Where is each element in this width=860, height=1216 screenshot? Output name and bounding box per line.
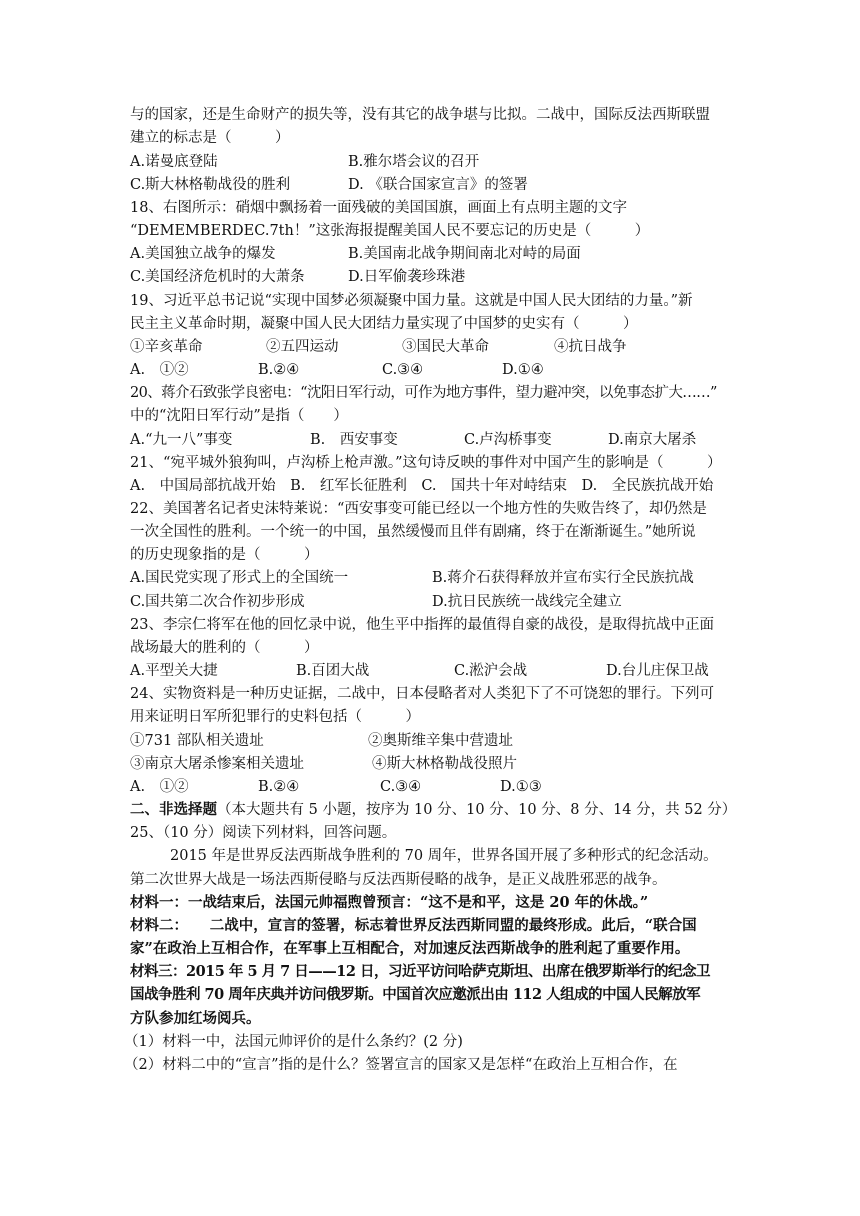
q18-option-c: C.美国经济危机时的大萧条 bbox=[130, 269, 305, 285]
q19-stem-line2: 民主主义革命时期，凝聚中国人民大团结力量实现了中国梦的史实有（ ） bbox=[130, 316, 638, 332]
q17-option-b: B.雅尔塔会议的召开 bbox=[348, 154, 480, 170]
q22-option-b: B.蒋介石获得释放并宣布实行全民族抗战 bbox=[432, 570, 694, 586]
q18-option-b: B.美国南北战争期间南北对峙的局面 bbox=[348, 246, 581, 262]
q19-option-d: D.①④ bbox=[502, 362, 544, 378]
q25-intro-line1: 2015 年是世界反法西斯战争胜利的 70 周年，世界各国开展了多种形式的纪念活动。 bbox=[170, 848, 718, 864]
q24-item-2: ②奥斯维辛集中营遗址 bbox=[368, 733, 513, 749]
q24-stem-line2: 用来证明日军所犯罪行的史料包括（ ） bbox=[130, 709, 420, 725]
material-one: 材料一：一战结束后，法国元帅福煦曾预言：“这不是和平，这是 20 年的休战。” bbox=[130, 894, 649, 911]
q25-heading: 25、（10 分）阅读下列材料，回答问题。 bbox=[130, 825, 397, 841]
q25-sub1: （1）材料一中，法国元帅评价的是什么条约？(2 分) bbox=[124, 1034, 463, 1050]
q24-option-c: C.③④ bbox=[380, 779, 422, 795]
q23-option-b: B.百团大战 bbox=[296, 663, 370, 679]
q24-option-b: B.②④ bbox=[258, 779, 300, 795]
q25-intro-line2: 第二次世界大战是一场法西斯侵略与反法西斯侵略的战争，是正义战胜邪恶的战争。 bbox=[130, 872, 667, 888]
material-three-line2: 国战争胜利 70 周年庆典并访问俄罗斯。中国首次应邀派出由 112 人组成的中国人民解放军 bbox=[130, 986, 701, 1003]
section-two-title: 二、非选择题 bbox=[130, 801, 217, 818]
q17-option-a: A.诺曼底登陆 bbox=[130, 154, 218, 170]
q20-stem-line1: 20、蒋介石致张学良密电：“沈阳日军行动，可作为地方事件，望力避冲突，以免事态扩大……” bbox=[130, 385, 717, 401]
q19-item-2: ②五四运动 bbox=[266, 339, 339, 355]
q23-option-c: C.淞沪会战 bbox=[454, 663, 528, 679]
q22-stem-line2: 一次全国性的胜利。一个统一的中国，虽然缓慢而且伴有剧痛，终于在渐渐诞生。”她所说 bbox=[130, 524, 696, 540]
q25-sub2: （2）材料二中的“宣言”指的是什么？签署宣言的国家又是怎样“在政治上互相合作，在 bbox=[124, 1057, 678, 1073]
q17-option-d: D. 《联合国家宣言》的签署 bbox=[348, 177, 528, 193]
q19-option-b: B.②④ bbox=[258, 362, 300, 378]
q24-stem-line1: 24、实物资料是一种历史证据，二战中，日本侵略者对人类犯下了不可饶恕的罪行。下列可 bbox=[130, 686, 714, 702]
q21-options: A. 中国局部抗战开始 B. 红军长征胜利 C. 国共十年对峙结束 D. 全民族抗战开始 bbox=[130, 478, 714, 494]
q17-option-c: C.斯大林格勒战役的胜利 bbox=[130, 177, 291, 193]
q22-option-a: A.国民党实现了形式上的全国统一 bbox=[130, 570, 349, 586]
q19-option-a: A. ①② bbox=[130, 362, 189, 378]
q24-item-3: ③南京大屠杀惨案相关遗址 bbox=[130, 756, 304, 772]
material-three-line1: 材料三：2015 年 5 月 7 日——12 日，习近平访问哈萨克斯坦、出席在俄罗斯举行的纪念卫 bbox=[130, 963, 710, 980]
q19-item-3: ③国民大革命 bbox=[402, 339, 489, 355]
material-two-line1: 材料二： 二战中，宣言的签署，标志着世界反法西斯同盟的最终形成。此后，“联合国 bbox=[130, 917, 697, 934]
q19-item-4: ④抗日战争 bbox=[554, 339, 627, 355]
q21-stem: 21、“宛平城外狼狗叫，卢沟桥上枪声激。”这句诗反映的事件对中国产生的影响是（ ） bbox=[130, 455, 722, 471]
material-two-line2: 家”在政治上互相合作，在军事上互相配合，对加速反法西斯战争的胜利起了重要作用。 bbox=[130, 940, 690, 957]
q22-option-d: D.抗日民族统一战线完全建立 bbox=[432, 594, 622, 610]
q18-option-d: D.日军偷袭珍珠港 bbox=[348, 269, 466, 285]
q18-option-a: A.美国独立战争的爆发 bbox=[130, 246, 276, 262]
q23-option-d: D.台儿庄保卫战 bbox=[606, 663, 709, 679]
q19-option-c: C.③④ bbox=[382, 362, 424, 378]
q24-option-d: D.①③ bbox=[500, 779, 542, 795]
q19-item-1: ①辛亥革命 bbox=[130, 339, 203, 355]
q22-stem-line1: 22、美国著名记者史沫特莱说：“西安事变可能已经以一个地方性的失败告终了，却仍然是 bbox=[130, 501, 707, 517]
q20-option-c: C.卢沟桥事变 bbox=[464, 432, 552, 448]
section-two-heading bbox=[130, 799, 736, 821]
q18-stem-line2: “DEMEMBERDEC.7th！”这张海报提醒美国人民不要忘记的历史是（ ） bbox=[130, 223, 650, 239]
q18-stem-line1: 18、右图所示：硝烟中飘扬着一面残破的美国国旗，画面上有点明主题的文字 bbox=[130, 200, 627, 216]
q20-stem-line2: 中的“沈阳日军行动”是指（ ） bbox=[130, 408, 348, 424]
q22-option-c: C.国共第二次合作初步形成 bbox=[130, 594, 305, 610]
q23-option-a: A.平型关大捷 bbox=[130, 663, 218, 679]
q20-option-a: A.“九一八”事变 bbox=[130, 432, 233, 448]
q20-option-d: D.南京大屠杀 bbox=[608, 432, 697, 448]
q23-stem-line1: 23、李宗仁将军在他的回忆录中说，他生平中指挥的最值得自豪的战役，是取得抗战中正面 bbox=[130, 617, 714, 633]
material-three-line3: 方队参加红场阅兵。 bbox=[130, 1010, 261, 1027]
q22-stem-line3: 的历史现象指的是（ ） bbox=[130, 547, 319, 563]
q24-item-1: ①731 部队相关遗址 bbox=[130, 733, 264, 749]
q20-option-b: B. 西安事变 bbox=[310, 432, 398, 448]
q17-stem-line2: 建立的标志是（ ） bbox=[130, 130, 290, 146]
section-two-note: （本大题共有 5 小题，按序为 10 分、10 分、10 分、8 分、14 分，共 52 分） bbox=[217, 802, 737, 818]
q23-stem-line2: 战场最大的胜利的（ ） bbox=[130, 640, 319, 656]
q24-item-4: ④斯大林格勒战役照片 bbox=[372, 756, 517, 772]
q24-option-a: A. ①② bbox=[130, 779, 189, 795]
q17-stem-line1: 与的国家，还是生命财产的损失等，没有其它的战争堪与比拟。二战中，国际反法西斯联盟 bbox=[130, 107, 710, 123]
q19-stem-line1: 19、习近平总书记说“实现中国梦必须凝聚中国力量。这就是中国人民大团结的力量。”新 bbox=[130, 293, 693, 309]
